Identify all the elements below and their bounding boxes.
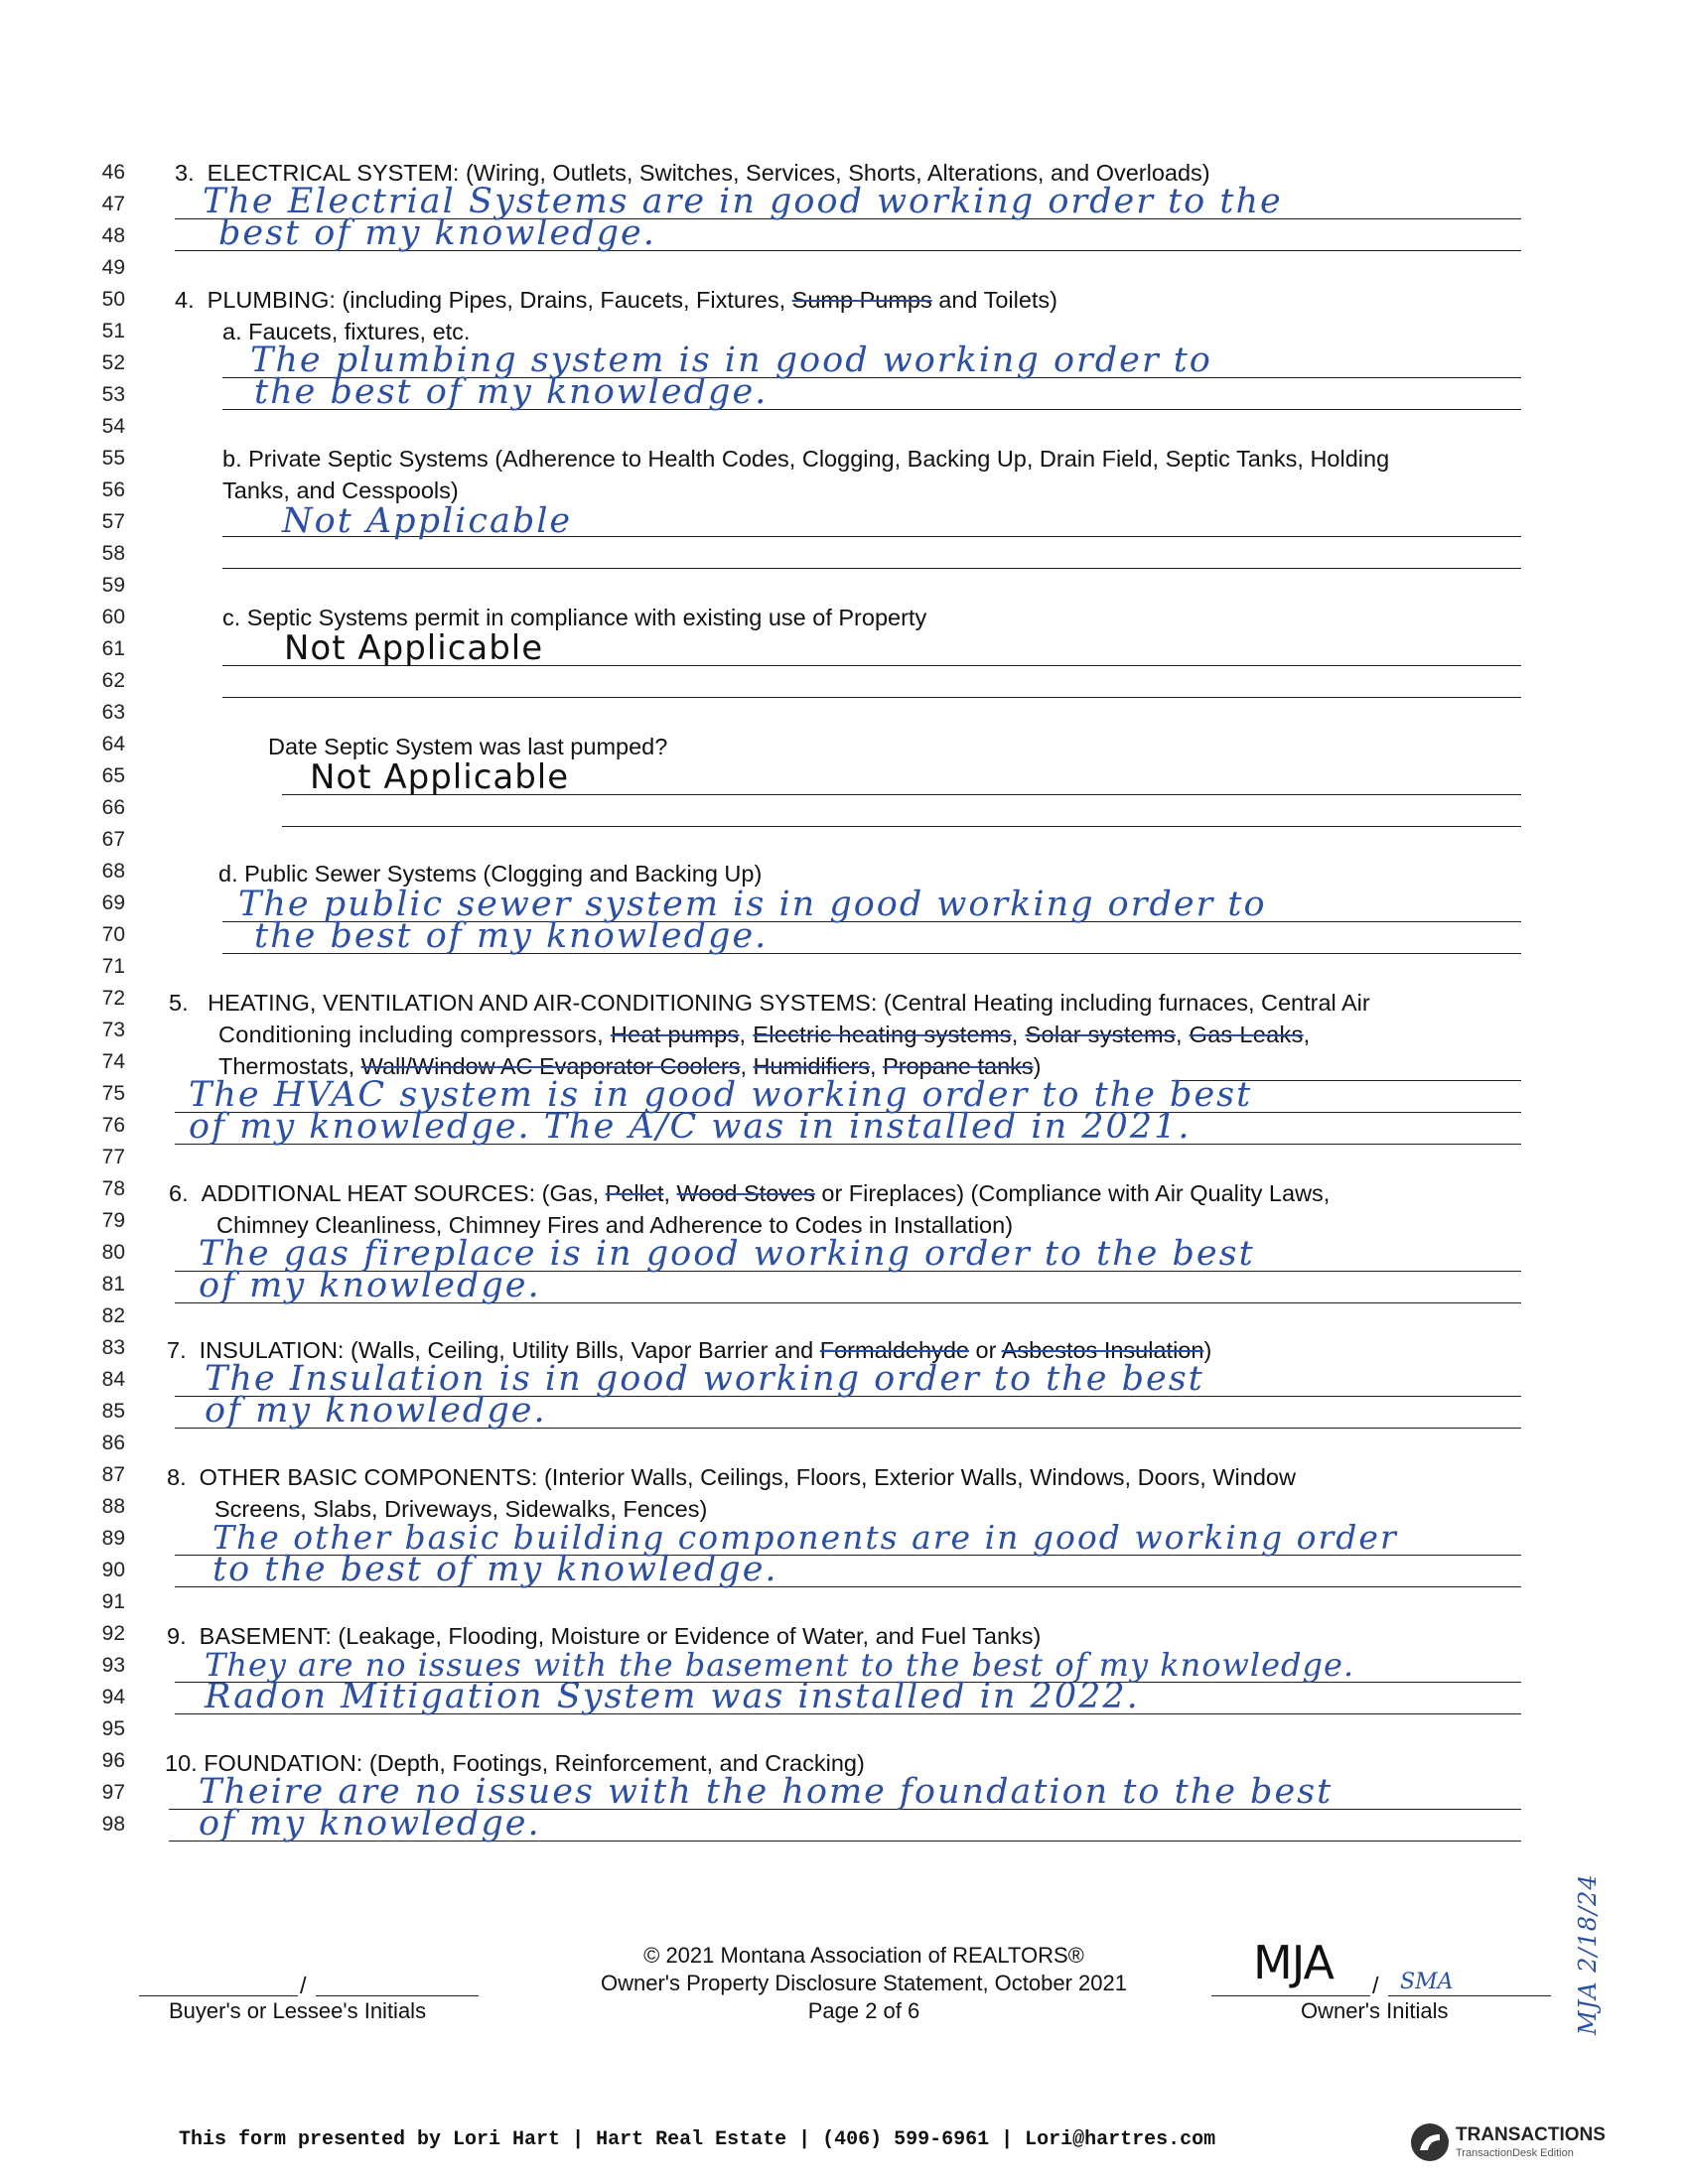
line-number: 57 — [101, 510, 125, 533]
plumbing-heading: 4. PLUMBING: (including Pipes, Drains, Faucets, Fixtures, Sump Pumps and Toilets) — [175, 287, 1058, 313]
sewer-answer-1: The public sewer system is in good working order to — [238, 885, 1267, 924]
line-number: 66 — [101, 796, 125, 819]
heat-sources-answer-2: of my knowledge. — [199, 1266, 541, 1305]
septic-label-2: Tanks, and Cesspools) — [222, 478, 459, 503]
septic-pumped-label: Date Septic System was last pumped? — [268, 734, 668, 759]
line-number: 67 — [101, 828, 125, 851]
form-title: Owner's Property Disclosure Statement, October 2021 — [601, 1971, 1127, 1995]
line-number: 87 — [101, 1463, 125, 1486]
line-number: 52 — [101, 351, 125, 374]
septic-answer: Not Applicable — [282, 501, 573, 541]
other-components-answer-1: The other basic building components are in good working order — [212, 1518, 1398, 1557]
line-number: 73 — [101, 1019, 125, 1041]
line-number: 74 — [101, 1050, 125, 1073]
answer-line — [222, 568, 1521, 569]
line-number: 47 — [101, 193, 125, 215]
septic-label-1: b. Private Septic Systems (Adherence to Health Codes, Clogging, Backing Up, Drain Field, Septic Tanks, Holding — [222, 446, 1390, 472]
septic-permit-label: c. Septic Systems permit in compliance with existing use of Property — [222, 605, 927, 630]
page-number: Page 2 of 6 — [807, 1998, 920, 2023]
buyer-initials-line-1[interactable] — [139, 1995, 298, 1996]
brand-name: TRANSACTIONS — [1456, 2124, 1606, 2145]
line-number: 72 — [101, 987, 125, 1010]
septic-permit-answer: Not Applicable — [284, 628, 544, 668]
line-number: 79 — [101, 1209, 125, 1232]
line-number: 95 — [101, 1717, 125, 1740]
line-number: 70 — [101, 923, 125, 946]
line-number: 68 — [101, 860, 125, 883]
line-number: 53 — [101, 383, 125, 406]
hvac-answer-2: of my knowledge. The A/C was in installed in 2021. — [189, 1107, 1192, 1147]
owner-initials-label: Owner's Initials — [1301, 1998, 1449, 2023]
line-number: 78 — [101, 1177, 125, 1200]
line-number: 48 — [101, 224, 125, 247]
line-number: 64 — [101, 733, 125, 755]
line-number: 84 — [101, 1368, 125, 1391]
sewer-label: d. Public Sewer Systems (Clogging and Backing Up) — [218, 861, 763, 887]
line-number: 83 — [101, 1336, 125, 1359]
line-number: 51 — [101, 320, 125, 342]
line-number: 91 — [101, 1590, 125, 1613]
owner-initials-separator: / — [1372, 1973, 1379, 1998]
line-number: 49 — [101, 256, 125, 279]
line-number: 63 — [101, 701, 125, 724]
owner-initials-line-1[interactable] — [1211, 1995, 1370, 1996]
buyer-initials-separator: / — [300, 1973, 307, 1998]
line-number: 93 — [101, 1654, 125, 1677]
septic-pumped-answer: Not Applicable — [310, 757, 570, 797]
line-number: 69 — [101, 891, 125, 914]
line-number: 89 — [101, 1527, 125, 1550]
line-number: 56 — [101, 478, 125, 501]
line-number: 92 — [101, 1622, 125, 1645]
heat-sources-heading-1: 6. ADDITIONAL HEAT SOURCES: (Gas, Pellet, Wood Stoves or Fireplaces) (Compliance with Air Quality Laws, — [169, 1180, 1331, 1206]
line-number: 97 — [101, 1781, 125, 1804]
line-number: 77 — [101, 1146, 125, 1168]
other-components-heading-2: Screens, Slabs, Driveways, Sidewalks, Fences) — [214, 1496, 708, 1522]
other-components-answer-2: to the best of my knowledge. — [212, 1550, 778, 1589]
line-number: 59 — [101, 574, 125, 597]
copyright: © 2021 Montana Association of REALTORS® — [643, 1943, 1084, 1968]
presented-by: This form presented by Lori Hart | Hart Real Estate | (406) 599-6961 | Lori@hartres.com — [179, 2128, 1216, 2151]
line-number: 96 — [101, 1749, 125, 1772]
heat-sources-answer-1: The gas fireplace is in good working order to the best — [199, 1234, 1255, 1274]
owner-initials-signature: MJA — [1253, 1936, 1334, 1989]
electrical-heading: 3. ELECTRICAL SYSTEM: (Wiring, Outlets, Switches, Services, Shorts, Alterations, and Overloads) — [175, 160, 1210, 186]
hvac-answer-1: The HVAC system is in good working order to the best — [189, 1075, 1253, 1115]
line-number: 62 — [101, 669, 125, 692]
line-number: 61 — [101, 637, 125, 660]
line-number: 60 — [101, 606, 125, 628]
hvac-heading-1: 5. HEATING, VENTILATION AND AIR-CONDITIONING SYSTEMS: (Central Heating including furnaces, Central Air — [169, 990, 1370, 1016]
owner-initials-line-2[interactable] — [1388, 1995, 1551, 1996]
answer-line — [282, 826, 1521, 827]
buyer-initials-label: Buyer's or Lessee's Initials — [169, 1998, 427, 2023]
line-number: 98 — [101, 1813, 125, 1836]
electrical-answer-2: best of my knowledge. — [218, 213, 656, 253]
line-number: 54 — [101, 415, 125, 438]
line-number: 65 — [101, 764, 125, 787]
transactions-logo — [1410, 2122, 1609, 2166]
faucets-label: a. Faucets, fixtures, etc. — [222, 319, 471, 344]
line-number: 46 — [101, 161, 125, 184]
owner-initials-signature-2: SMA — [1400, 1970, 1454, 1994]
line-number: 85 — [101, 1400, 125, 1423]
line-number: 81 — [101, 1273, 125, 1296]
insulation-heading: 7. INSULATION: (Walls, Ceiling, Utility Bills, Vapor Barrier and Formaldehyde or Asbestos Insulation) — [167, 1337, 1212, 1363]
heat-sources-heading-2: Chimney Cleanliness, Chimney Fires and Adherence to Codes in Installation) — [216, 1212, 1014, 1238]
basement-heading: 9. BASEMENT: (Leakage, Flooding, Moisture or Evidence of Water, and Fuel Tanks) — [167, 1623, 1042, 1649]
hvac-heading-3: Thermostats, Wall/Window AC Evaporator Coolers, Humidifiers, Propane tanks) — [218, 1053, 1042, 1079]
line-number: 86 — [101, 1432, 125, 1454]
insulation-answer-1: The Insulation is in good working order to the best — [205, 1359, 1204, 1399]
margin-initials-note: MJA 2/18/24 — [1574, 1873, 1602, 2035]
basement-answer-2: Radon Mitigation System was installed in 2022. — [205, 1677, 1140, 1716]
line-number: 88 — [101, 1495, 125, 1518]
foundation-answer-1: Theire are no issues with the home foundation to the best — [199, 1772, 1334, 1812]
line-number: 94 — [101, 1686, 125, 1708]
buyer-initials-line-2[interactable] — [316, 1995, 479, 1996]
line-number: 80 — [101, 1241, 125, 1264]
foundation-answer-2: of my knowledge. — [199, 1804, 541, 1843]
basement-answer-1: They are no issues with the basement to the best of my knowledge. — [205, 1646, 1355, 1684]
other-components-heading-1: 8. OTHER BASIC COMPONENTS: (Interior Walls, Ceilings, Floors, Exterior Walls, Windows, Doors, Window — [167, 1464, 1296, 1490]
line-number: 50 — [101, 288, 125, 311]
foundation-heading: 10. FOUNDATION: (Depth, Footings, Reinforcement, and Cracking) — [165, 1750, 865, 1776]
hvac-heading-2: Conditioning including compressors, Heat pumps, Electric heating systems, Solar systems, Gas Leaks, — [218, 1022, 1311, 1047]
insulation-answer-2: of my knowledge. — [205, 1391, 547, 1431]
faucets-answer-1: The plumbing system is in good working order to — [250, 341, 1212, 380]
line-number: 58 — [101, 542, 125, 565]
answer-line — [222, 697, 1521, 698]
line-number: 71 — [101, 955, 125, 978]
line-number: 76 — [101, 1114, 125, 1137]
transactions-logo-icon — [1410, 2122, 1450, 2162]
line-number: 55 — [101, 447, 125, 470]
faucets-answer-2: the best of my knowledge. — [254, 372, 769, 412]
electrical-answer-1: The Electrial Systems are in good working order to the — [203, 182, 1283, 221]
brand-subtitle: TransactionDesk Edition — [1456, 2147, 1574, 2159]
line-number: 75 — [101, 1082, 125, 1105]
line-number: 82 — [101, 1304, 125, 1327]
sewer-answer-2: the best of my knowledge. — [254, 916, 769, 956]
line-number: 90 — [101, 1559, 125, 1581]
